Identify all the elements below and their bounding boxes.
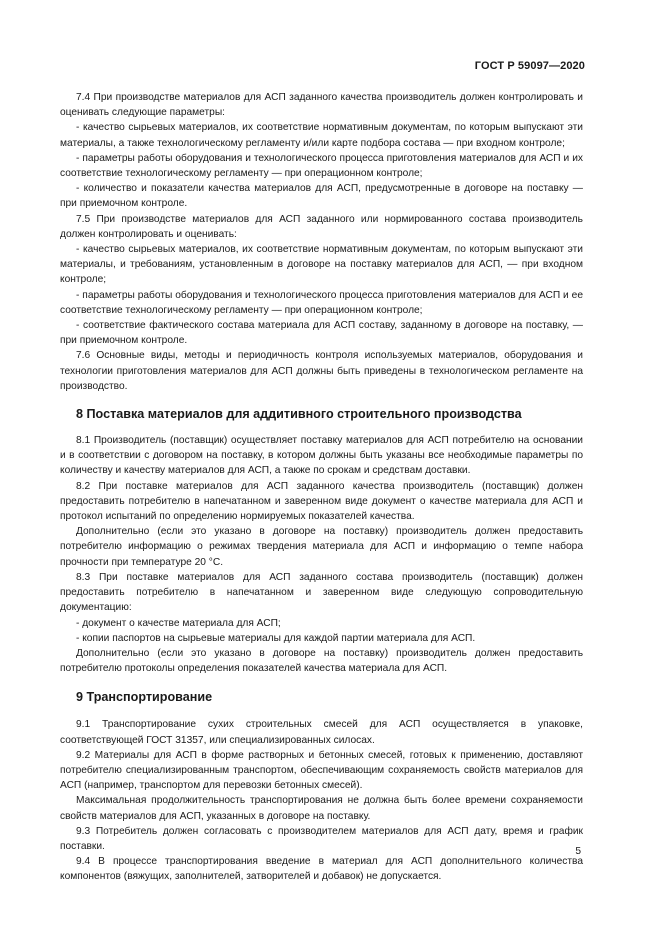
paragraph-7-5: 7.5 При производстве материалов для АСП заданного или нормированного состава производитель должен контролировать и оценивать: — [60, 213, 583, 240]
paragraph-9-2: 9.2 Материалы для АСП в форме растворных и бетонных смесей, готовых к применению, доставляют потребителю специализированным транспортом, обеспечивающим сохраняемость свойств материалов для АСП (например, транспортом для перевозки бетонных смесей). — [60, 749, 583, 792]
list-item: - соответствие фактического состава материала для АСП составу, заданному в договоре на поставку, — при приемочном контроле. — [60, 320, 583, 347]
list-item: - качество сырьевых материалов, их соответствие нормативным документам, по которым выпускают эти материалы, а также технологическому регламенту и/или карте подбора состава — при входном контроле; — [60, 122, 583, 149]
paragraph-9-1: 9.1 Транспортирование сухих строительных смесей для АСП осуществляется в упаковке, соответствующей ГОСТ 31357, или специализированных силосах. — [60, 719, 583, 746]
list-item: - параметры работы оборудования и технологического процесса приготовления материалов для АСП и их соответствие технологическому регламенту — при операционном контроле; — [60, 152, 583, 180]
paragraph-7-6: 7.6 Основные виды, методы и периодичность контроля используемых материалов, оборудования и технологии приготовления материалов для АСП должны быть приведены в технологическом регламенте на производство. — [60, 350, 583, 392]
list-item: - параметры работы оборудования и технологического процесса приготовления материалов для АСП и ее соответствие технологическому регламенту — при операционном контроле; — [60, 289, 583, 316]
paragraph-7-4: 7.4 При производстве материалов для АСП заданного качества производитель должен контролировать и оценивать следующие параметры: — [60, 92, 583, 119]
document-code: ГОСТ Р 59097—2020 — [474, 60, 585, 72]
paragraph-9-3: 9.3 Потребитель должен согласовать с производителем материалов для АСП дату, время и график поставки. — [60, 825, 583, 852]
list-item: - копии паспортов на сырьевые материалы для каждой партии материала для АСП. — [76, 632, 476, 644]
paragraph-9-4: 9.4 В процессе транспортирования введение в материал для АСП дополнительного количества компонентов (вяжущих, заполнителей, затворителей и добавок) не допускается. — [60, 856, 583, 883]
document-body — [60, 90, 583, 885]
paragraph-9-2-additional: Максимальная продолжительность транспортирования не должна быть более времени сохраняемости свойств материалов для АСП, указанных в договоре на поставку. — [60, 795, 583, 822]
paragraph-8-2: 8.2 При поставке материалов для АСП заданного качества производитель (поставщик) должен предоставить потребителю в напечатанном и заверенном виде документ о качестве материала для АСП и протокол испытаний по определению нормируемых показателей качества. — [60, 480, 583, 523]
page-number: 5 — [575, 846, 581, 857]
paragraph-8-3-additional: Дополнительно (если это указано в договоре на поставку) производитель должен предоставить потребителю протоколы определения показателей качества материала для АСП. — [60, 647, 583, 675]
paragraph-8-1: 8.1 Производитель (поставщик) осуществляет поставку материалов для АСП потребителю на основании и в соответствии с договором на поставку, в котором должны быть указаны все необходимые параметры по количеству и качеству материалов для АСП, а также по срокам и средствам доставки. — [60, 435, 583, 477]
list-item: - качество сырьевых материалов, их соответствие нормативным документам, по которым выпускают эти материалы, и требованиям, установленным в договоре на поставку материалов для АСП, — при входном контроле; — [60, 244, 583, 286]
section-9-heading: 9 Транспортирование — [76, 690, 213, 705]
list-item: - количество и показатели качества материалов для АСП, предусмотренные в договоре на поставку — при приемочном контроле. — [60, 183, 583, 210]
list-item: - документ о качестве материала для АСП; — [76, 617, 281, 629]
paragraph-8-2-additional: Дополнительно (если это указано в договоре на поставку) производитель должен предоставить потребителю информацию о режимах твердения материала для АСП и информацию о темпе набора прочности при температуре 20 °С. — [60, 526, 583, 568]
paragraph-8-3: 8.3 При поставке материалов для АСП заданного состава производитель (поставщик) должен предоставить потребителю в напечатанном и заверенном виде следующую сопроводительную документацию: — [60, 571, 583, 614]
section-8-heading: 8 Поставка материалов для аддитивного строительного производства — [76, 407, 522, 422]
